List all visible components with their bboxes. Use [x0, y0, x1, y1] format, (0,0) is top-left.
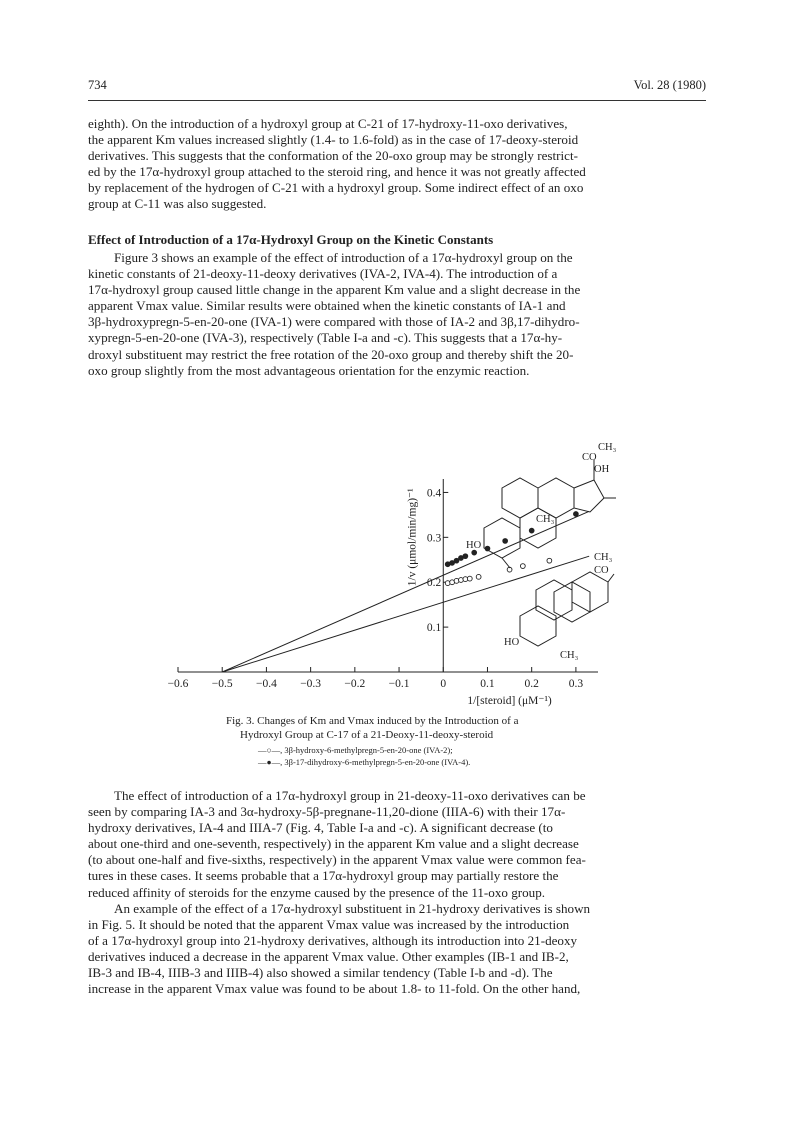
structure-label: HO [504, 637, 520, 648]
text-line: seen by comparing IA-3 and 3α-hydroxy-5β-pregnane-11,20-dione (IIIA-6) with their 17α- [88, 804, 566, 820]
x-tick-label: 0.2 [524, 678, 539, 690]
text-line: 17α-hydroxyl group caused little change in the apparent Km value and a slight decrease in the [88, 282, 581, 298]
structure-label: CH₃ [560, 650, 579, 661]
text-line: (to about one-half and five-sixths, respectively) in the apparent Vmax value were common fea- [88, 852, 586, 868]
y-tick-label: 0.4 [426, 487, 442, 500]
x-tick-label: −0.1 [388, 678, 410, 690]
text-line: in Fig. 5. It should be noted that the apparent Vmax value was increased by the introduction [88, 916, 570, 932]
y-axis-label: 1/v (μmol/min/mg)⁻¹ [406, 488, 419, 587]
text-line: ed by the 17α-hydroxyl group attached to the steroid ring, and hence it was not greatly affected [88, 164, 586, 180]
structure-label: CO [582, 452, 597, 463]
text-line: xypregn-5-en-20-one (IVA-3), respectively (Table I-a and -c). This suggests that a 17α-hy- [88, 330, 563, 346]
structure-label: HO [466, 540, 482, 551]
caption-line: Fig. 3. Changes of Km and Vmax induced by the Introduction of a [226, 715, 519, 727]
text-line: An example of the effect of a 17α-hydroxyl substituent in 21-hydroxy derivatives is shown [114, 900, 591, 916]
text-line: increase in the apparent Vmax value was found to be about 1.8- to 11-fold. On the other hand, [88, 981, 581, 997]
y-tick-label: 0.2 [426, 577, 442, 590]
structure-label: CH₃ [594, 552, 613, 563]
text-line: kinetic constants of 21-deoxy-11-deoxy derivatives (IVA-2, IVA-4). The introduction of a [88, 266, 558, 282]
text-line: group at C-11 was also suggested. [88, 196, 267, 212]
data-point-IVA-4 [463, 554, 468, 559]
text-line: by replacement of the hydrogen of C-21 with a hydroxyl group. Some indirect effect of an oxo [88, 180, 584, 196]
legend-entry-open: —○—, 3β-hydroxy-6-methylpregn-5-en-20-one (IVA-2); [258, 745, 453, 755]
text-line: the apparent Km values increased slightly (1.4- to 1.6-fold) as in the case of 17-deoxy-steroid [88, 132, 579, 148]
structure-label: CO [594, 565, 609, 576]
x-tick-label: 0.1 [480, 678, 495, 690]
paragraph-1 [88, 116, 706, 213]
data-point-IVA-2 [467, 576, 472, 581]
x-tick-label: 0 [440, 678, 447, 690]
data-point-IVA-2 [454, 578, 459, 583]
text-line: The effect of introduction of a 17α-hydroxyl group in 21-deoxy-11-oxo derivatives can be [114, 788, 586, 803]
x-tick-label: −0.2 [344, 678, 366, 690]
text-line: tures in these cases. It seems probable that a 17α-hydroxyl group may partially restore the [88, 868, 559, 884]
x-axis-label: 1/[steroid] (μM⁻¹) [467, 695, 552, 707]
text-line: derivatives. This suggests that the conformation of the 20-oxo group may be strongly restrict- [88, 148, 578, 164]
figure-3 [167, 440, 620, 707]
structure-label: OH [594, 464, 610, 475]
chart [167, 440, 620, 707]
journal-volume: Vol. 28 (1980) [633, 78, 706, 92]
section-heading: Effect of Introduction of a 17α-Hydroxyl Group on the Kinetic Constants [88, 232, 494, 247]
paragraph-2 [88, 250, 706, 379]
data-point-IVA-4 [529, 528, 534, 533]
text-line: derivatives induced a decrease in the apparent Vmax value. Other examples (IB-1 and IB-2, [88, 948, 569, 964]
x-tick-label: −0.5 [211, 678, 233, 690]
data-point-IVA-4 [454, 558, 459, 563]
text-line: 3β-hydroxypregn-5-en-20-one (IVA-1) were compared with those of IA-2 and 3β,17-dihydro- [88, 314, 580, 330]
steroid-structure-iva2 [520, 572, 614, 646]
data-point-IVA-4 [503, 539, 508, 544]
text-line: IB-3 and IB-4, IIIB-3 and IIIB-4) also showed a similar tendency (Table I-b and -d). The [88, 965, 553, 981]
paragraph-3 [88, 788, 706, 997]
y-tick-label: 0.1 [426, 622, 442, 635]
x-tick-label: −0.4 [255, 678, 277, 690]
text-line: droxyl substituent may restrict the free rotation of the 20-oxo group and thereby shift the 20- [88, 346, 574, 362]
text-line: apparent Vmax value. Similar results were obtained when the kinetic constants of IA-1 and [88, 298, 566, 314]
text-line: of a 17α-hydroxyl group into 21-hydroxy derivatives, although its introduction into 21-deoxy [88, 932, 578, 948]
figure-legend [258, 744, 470, 768]
data-point-IVA-2 [459, 578, 464, 583]
legend-entry-filled: —●—, 3β-17-dihydroxy-6-methylpregn-5-en-20-one (IVA-4). [258, 757, 471, 767]
header-rule [88, 100, 706, 101]
data-point-IVA-4 [573, 512, 578, 517]
data-point-IVA-2 [445, 581, 450, 586]
x-tick-label: −0.3 [300, 678, 322, 690]
text-line: reduced affinity of steroids for the enzyme caused by the presence of the 11-oxo group. [88, 884, 546, 900]
text-line: hydroxy derivatives, IA-4 and IIIA-7 (Fig. 4, Table I-a and -c). A significant decrease (to [88, 820, 553, 836]
structure-label: CH₃ [598, 442, 617, 453]
y-tick-label: 0.3 [426, 532, 442, 545]
structure-label: CH₃ [536, 514, 555, 525]
text-line: about one-third and one-seventh, respectively) in the apparent Km value and a slight decrease [88, 836, 579, 852]
text-line: Figure 3 shows an example of the effect of introduction of a 17α-hydroxyl group on the [114, 250, 573, 265]
text-line: oxo group slightly from the most advantageous orientation for the enzymic reaction. [88, 362, 530, 378]
caption-line: Hydroxyl Group at C-17 of a 21-Deoxy-11-deoxy-steroid [240, 729, 494, 741]
page-number: 734 [88, 78, 107, 92]
text-line: eighth). On the introduction of a hydroxyl group at C-21 of 17-hydroxy-11-oxo derivatives, [88, 116, 568, 131]
x-tick-label: 0.3 [568, 678, 584, 690]
data-point-IVA-2 [520, 564, 525, 569]
data-point-IVA-2 [476, 574, 481, 579]
data-point-IVA-2 [547, 558, 552, 563]
x-tick-label: −0.6 [167, 678, 189, 690]
figure-caption [226, 714, 596, 742]
